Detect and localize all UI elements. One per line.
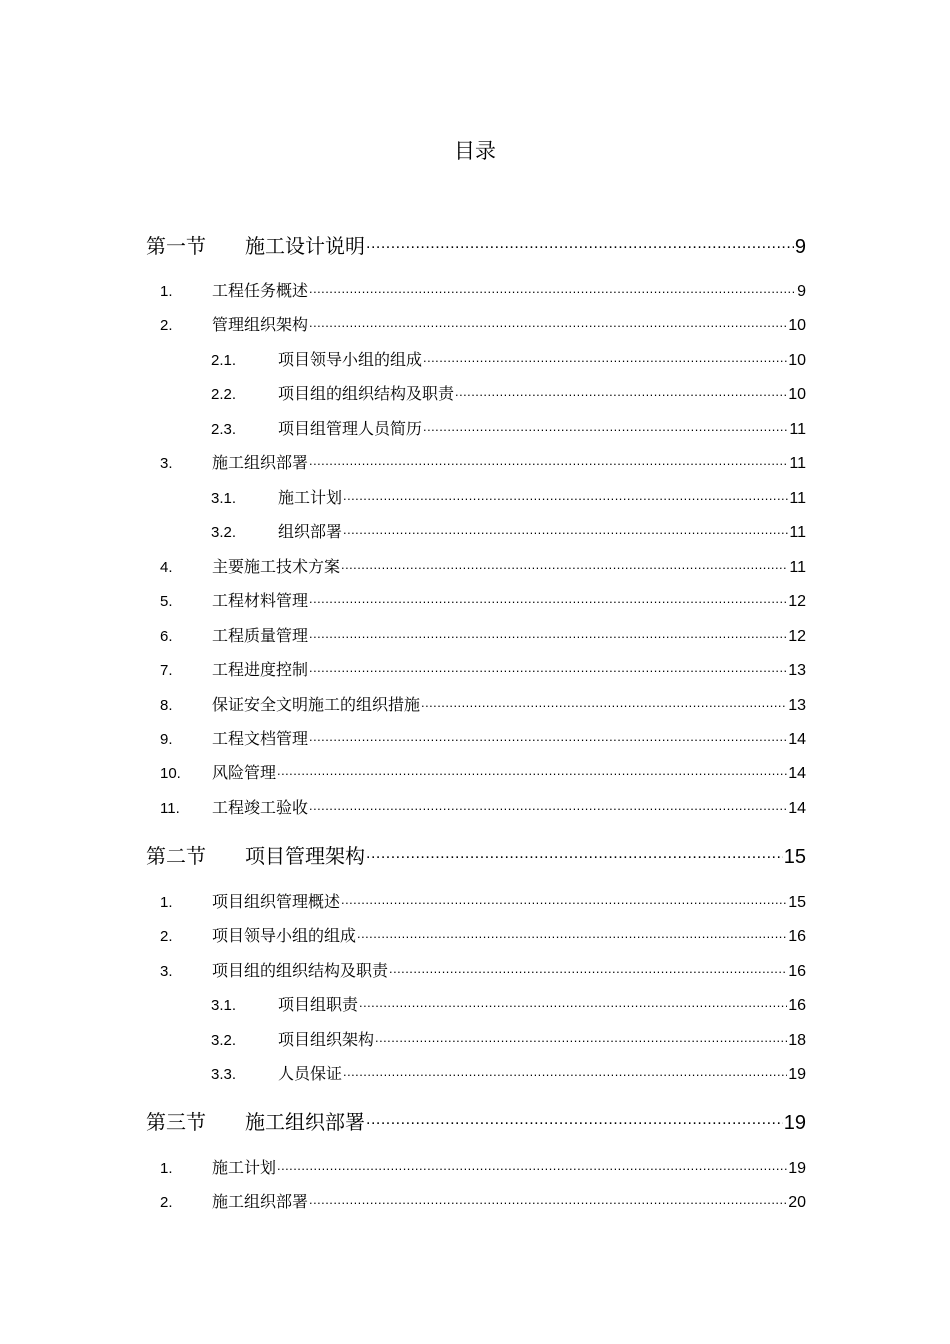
toc-entry-page: 10 bbox=[788, 386, 806, 403]
toc-entry-page: 13 bbox=[788, 697, 806, 714]
toc-entry-number: 第二节 bbox=[146, 844, 206, 868]
toc-entry-label: 施工计划 bbox=[212, 1158, 277, 1177]
toc-entry-page: 11 bbox=[789, 490, 806, 507]
toc-entry-page: 13 bbox=[788, 662, 806, 679]
toc-entry-number: 3.2. bbox=[211, 1032, 237, 1049]
dot-leader bbox=[366, 843, 783, 863]
toc-entry-label: 施工设计说明 bbox=[245, 234, 365, 258]
toc-entry-number: 10. bbox=[160, 765, 181, 782]
toc-entry-page: 16 bbox=[788, 997, 806, 1014]
toc-entry-page: 16 bbox=[788, 928, 806, 945]
toc-entry-label: 项目组织架构 bbox=[278, 1030, 375, 1049]
dot-leader bbox=[343, 487, 788, 503]
toc-entry-page: 11 bbox=[789, 559, 806, 576]
dot-leader bbox=[423, 418, 788, 434]
toc-entry-number: 5. bbox=[160, 593, 173, 610]
toc-entry-number: 2. bbox=[160, 317, 173, 334]
toc-entry-label: 工程文档管理 bbox=[212, 729, 309, 748]
dot-leader bbox=[421, 694, 787, 710]
dot-leader bbox=[366, 1109, 783, 1129]
toc-entry-label: 项目组的组织结构及职责 bbox=[212, 961, 389, 980]
toc-entry-label: 工程竣工验收 bbox=[212, 798, 309, 817]
toc-entry[interactable] bbox=[146, 923, 806, 949]
toc-entry[interactable] bbox=[146, 1061, 806, 1087]
toc-entry-number: 1. bbox=[160, 1160, 173, 1177]
toc-entry[interactable] bbox=[146, 230, 806, 260]
toc-entry[interactable] bbox=[146, 1189, 806, 1215]
dot-leader bbox=[341, 556, 788, 572]
toc-entry[interactable] bbox=[146, 692, 806, 718]
toc-entry-label: 主要施工技术方案 bbox=[212, 557, 341, 576]
toc-entry-label: 施工组织部署 bbox=[212, 453, 309, 472]
toc-entry[interactable] bbox=[146, 840, 806, 870]
toc-entry-label: 项目管理架构 bbox=[245, 844, 365, 868]
toc-entry-label: 施工组织部署 bbox=[245, 1110, 365, 1134]
toc-entry-number: 2.1. bbox=[211, 352, 237, 369]
toc-entry-page: 15 bbox=[788, 894, 806, 911]
toc-entry-label: 施工组织部署 bbox=[212, 1192, 309, 1211]
dot-leader bbox=[366, 233, 794, 253]
toc-entry-label: 风险管理 bbox=[212, 763, 277, 782]
toc-entry-page: 19 bbox=[788, 1066, 806, 1083]
toc-entry-number: 4. bbox=[160, 559, 173, 576]
toc-entry-number: 1. bbox=[160, 283, 173, 300]
toc-entry[interactable] bbox=[146, 1106, 806, 1136]
toc-entry-page: 9 bbox=[797, 283, 806, 300]
toc-entry-label: 人员保证 bbox=[278, 1064, 343, 1083]
toc-entry[interactable] bbox=[146, 889, 806, 915]
toc-entry-label: 项目组职责 bbox=[278, 995, 359, 1014]
toc-entry[interactable] bbox=[146, 992, 806, 1018]
toc-entry-number: 第三节 bbox=[146, 1110, 206, 1134]
toc-entry-number: 6. bbox=[160, 628, 173, 645]
toc-entry[interactable] bbox=[146, 485, 806, 511]
dot-leader bbox=[343, 1063, 787, 1079]
toc-entry-page: 11 bbox=[789, 455, 806, 472]
toc-entry-number: 3. bbox=[160, 963, 173, 980]
toc-entry-page: 11 bbox=[789, 524, 806, 541]
dot-leader bbox=[277, 762, 787, 778]
toc-entry-number: 3.1. bbox=[211, 490, 237, 507]
toc-entry-number: 3.1. bbox=[211, 997, 237, 1014]
toc-entry-page: 15 bbox=[783, 846, 806, 868]
toc-entry-number: 2. bbox=[160, 1194, 173, 1211]
toc-entry-page: 19 bbox=[788, 1160, 806, 1177]
toc-entry-number: 1. bbox=[160, 894, 173, 911]
dot-leader bbox=[309, 452, 788, 468]
dot-leader bbox=[455, 383, 787, 399]
toc-entry-page: 14 bbox=[788, 765, 806, 782]
toc-entry-number: 2.2. bbox=[211, 386, 237, 403]
toc-entry-label: 工程材料管理 bbox=[212, 591, 309, 610]
toc-entry-number: 7. bbox=[160, 662, 173, 679]
toc-entry-number: 11. bbox=[160, 800, 180, 817]
toc-entry-number: 2.3. bbox=[211, 421, 237, 438]
toc-entry-label: 项目组的组织结构及职责 bbox=[278, 384, 455, 403]
dot-leader bbox=[309, 280, 796, 296]
toc-entry-number: 第一节 bbox=[146, 234, 206, 258]
toc-entry-page: 10 bbox=[788, 317, 806, 334]
toc-entry-page: 20 bbox=[788, 1194, 806, 1211]
dot-leader bbox=[309, 625, 787, 641]
toc-entry-number: 3.2. bbox=[211, 524, 237, 541]
dot-leader bbox=[277, 1157, 787, 1173]
toc-entry[interactable] bbox=[146, 588, 806, 614]
toc-entry-page: 9 bbox=[794, 236, 806, 258]
toc-entry-label: 保证安全文明施工的组织措施 bbox=[212, 695, 421, 714]
toc-entry-label: 项目领导小组的组成 bbox=[278, 350, 423, 369]
dot-leader bbox=[423, 349, 787, 365]
toc-entry-label: 工程任务概述 bbox=[212, 281, 309, 300]
toc-entry[interactable] bbox=[146, 347, 806, 373]
toc-entry-number: 8. bbox=[160, 697, 173, 714]
toc-entry-page: 10 bbox=[788, 352, 806, 369]
dot-leader bbox=[341, 891, 787, 907]
toc-entry-number: 9. bbox=[160, 731, 173, 748]
dot-leader bbox=[309, 590, 787, 606]
toc-entry[interactable] bbox=[146, 519, 806, 545]
toc-entry[interactable] bbox=[146, 623, 806, 649]
toc-entry-page: 18 bbox=[788, 1032, 806, 1049]
toc-entry[interactable] bbox=[146, 554, 806, 580]
toc-entry[interactable] bbox=[146, 416, 806, 442]
toc-entry-page: 14 bbox=[788, 731, 806, 748]
toc-entry-label: 管理组织架构 bbox=[212, 315, 309, 334]
dot-leader bbox=[343, 521, 788, 537]
toc-entry-page: 12 bbox=[788, 628, 806, 645]
toc-entry[interactable] bbox=[146, 1155, 806, 1181]
toc-entry-label: 项目组管理人员简历 bbox=[278, 419, 423, 438]
toc-entry-label: 项目领导小组的组成 bbox=[212, 926, 357, 945]
dot-leader bbox=[359, 994, 787, 1010]
toc-entry-page: 14 bbox=[788, 800, 806, 817]
toc-entry-number: 3.3. bbox=[211, 1066, 237, 1083]
toc-entry-number: 3. bbox=[160, 455, 173, 472]
toc-entry-label: 工程质量管理 bbox=[212, 626, 309, 645]
toc-entry-label: 工程进度控制 bbox=[212, 660, 309, 679]
toc-entry-number: 2. bbox=[160, 928, 173, 945]
toc-entry[interactable] bbox=[146, 958, 806, 984]
dot-leader bbox=[389, 960, 787, 976]
toc-entry[interactable] bbox=[146, 1027, 806, 1053]
dot-leader bbox=[309, 1191, 787, 1207]
toc-entry[interactable] bbox=[146, 726, 806, 752]
toc-entry[interactable] bbox=[146, 450, 806, 476]
toc-entry-label: 项目组织管理概述 bbox=[212, 892, 341, 911]
toc-entry-page: 12 bbox=[788, 593, 806, 610]
dot-leader bbox=[357, 925, 787, 941]
toc-entry-page: 11 bbox=[789, 421, 806, 438]
toc-entry-label: 施工计划 bbox=[278, 488, 343, 507]
dot-leader bbox=[309, 314, 787, 330]
dot-leader bbox=[309, 728, 787, 744]
toc-entry[interactable] bbox=[146, 381, 806, 407]
dot-leader bbox=[375, 1029, 787, 1045]
dot-leader bbox=[309, 659, 787, 675]
page-title: 目录 bbox=[454, 139, 496, 163]
toc-entry-page: 19 bbox=[783, 1112, 806, 1134]
toc-entry[interactable] bbox=[146, 312, 806, 338]
toc-entry[interactable] bbox=[146, 278, 806, 304]
dot-leader bbox=[309, 797, 787, 813]
toc-entry[interactable] bbox=[146, 657, 806, 683]
toc-entry[interactable] bbox=[146, 795, 806, 821]
toc-entry-page: 16 bbox=[788, 963, 806, 980]
toc-entry-label: 组织部署 bbox=[278, 522, 343, 541]
toc-entry[interactable] bbox=[146, 760, 806, 786]
